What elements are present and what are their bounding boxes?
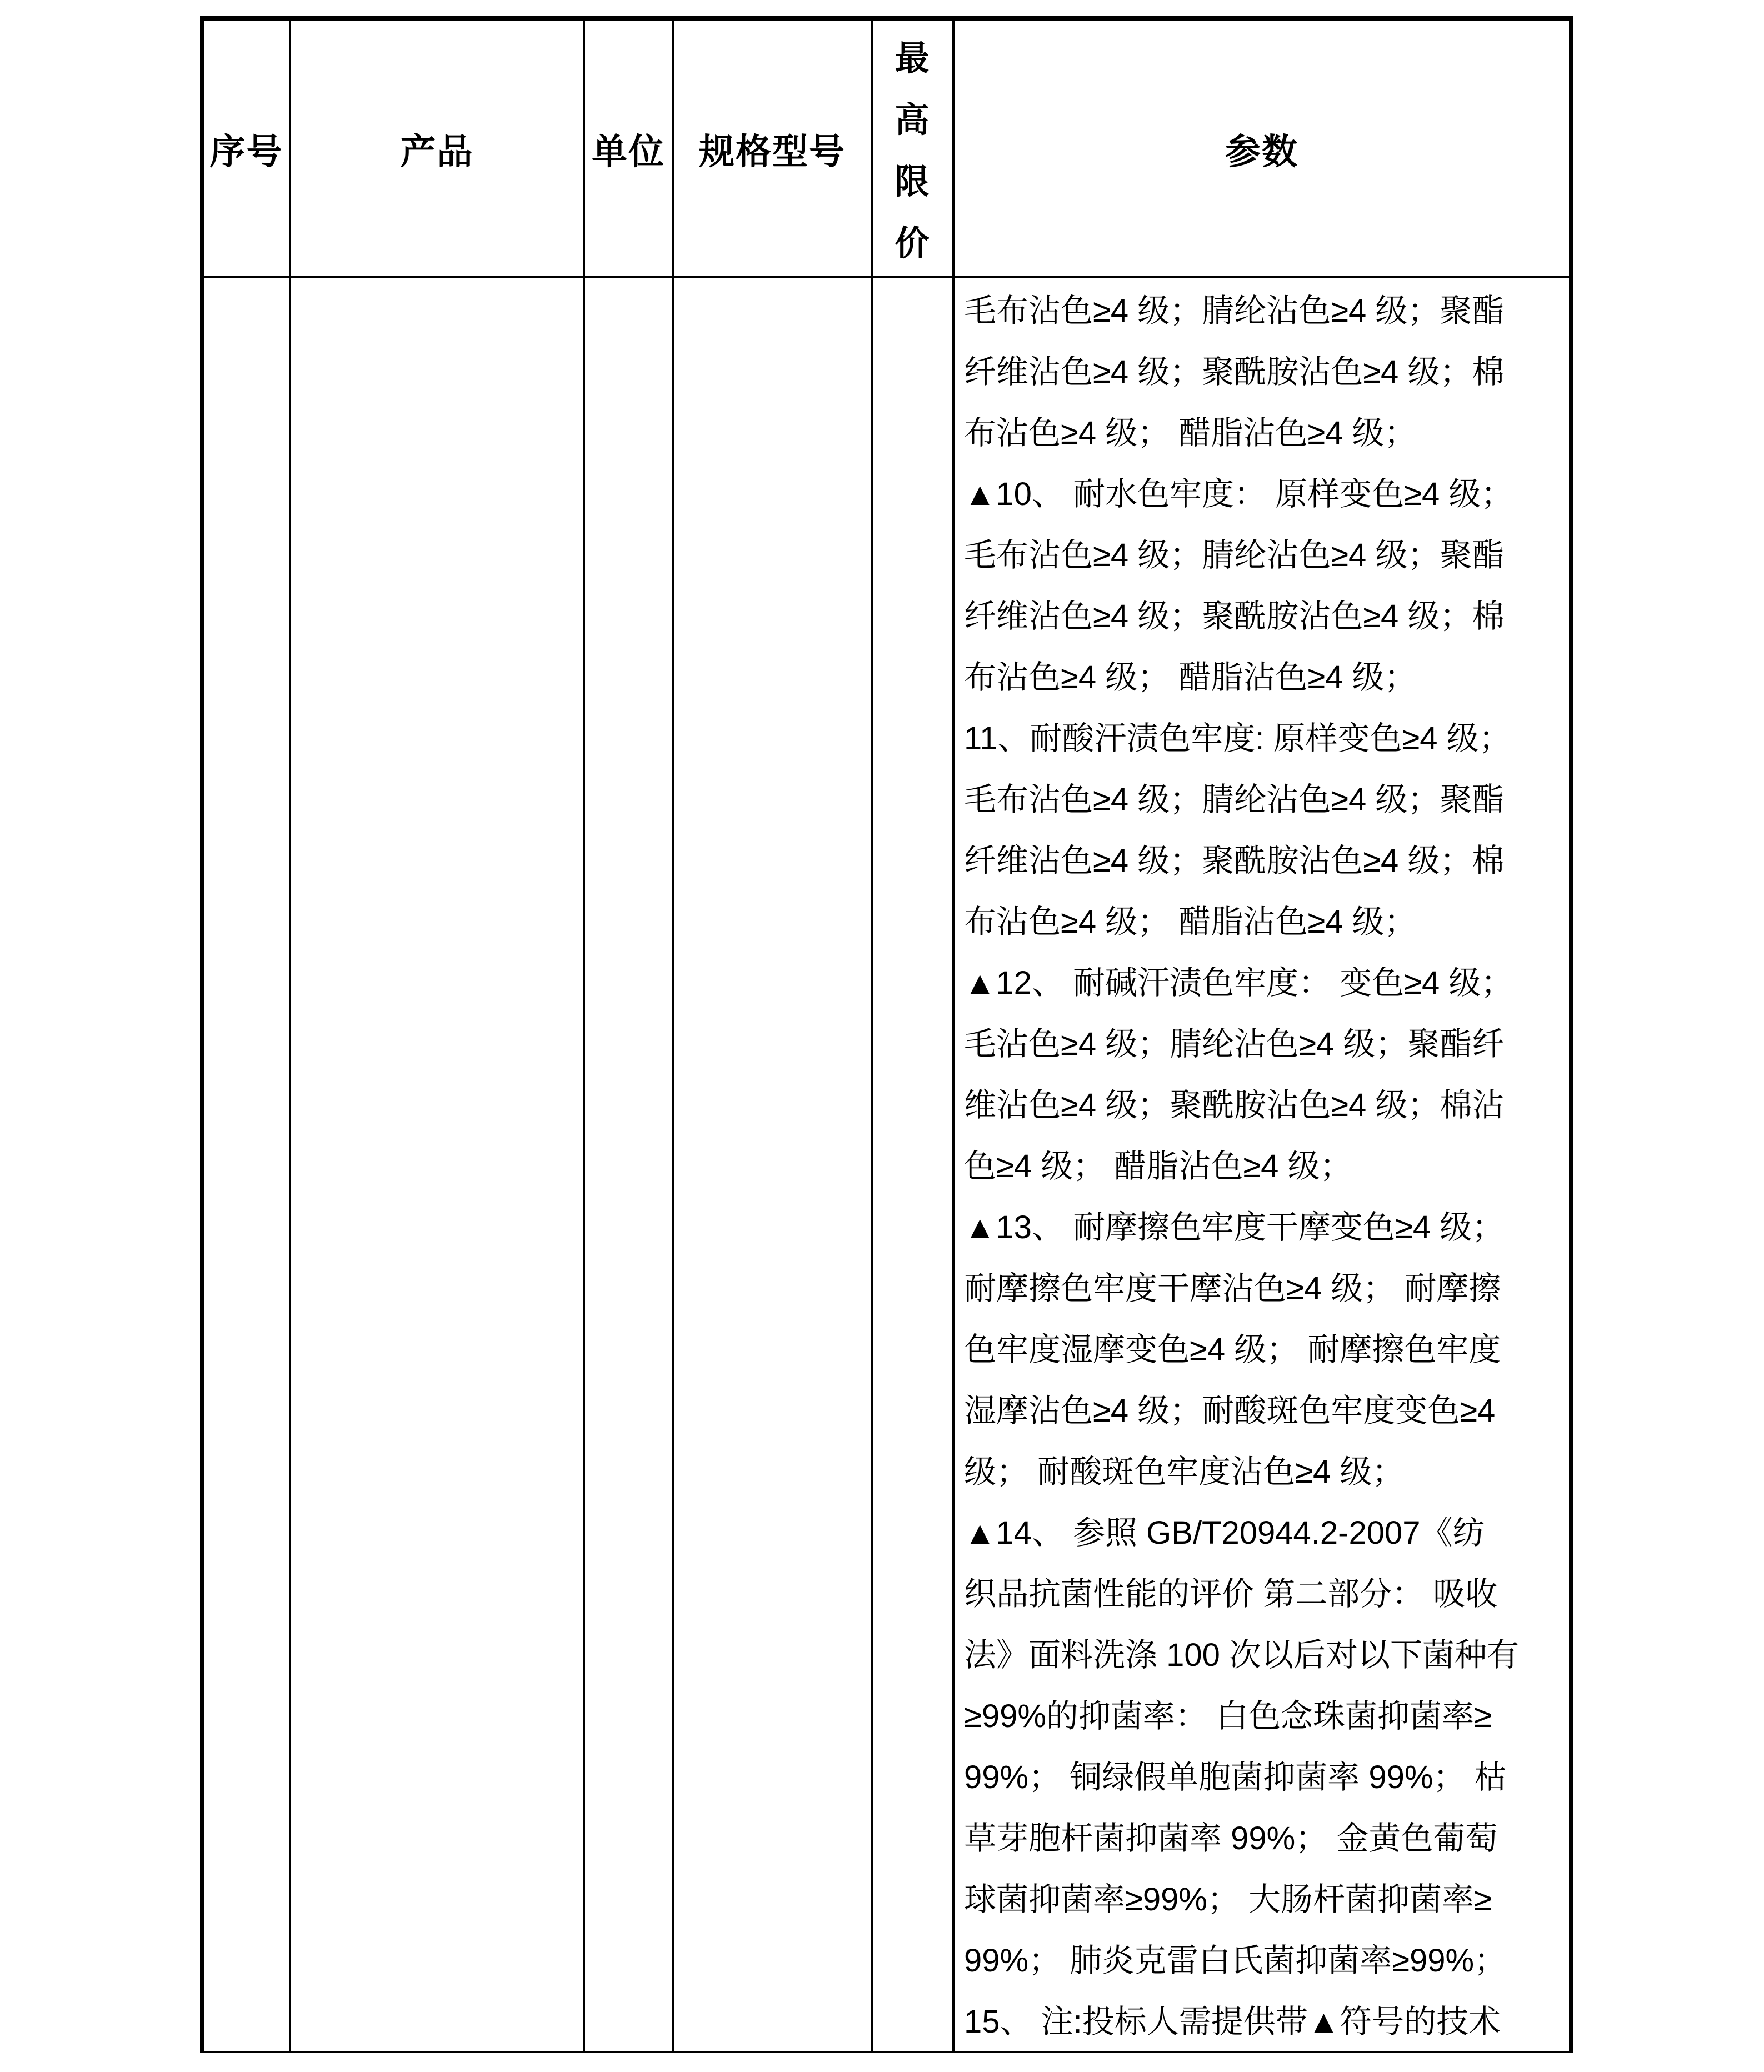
param-line: 纤维沾色≥4 级；聚酰胺沾色≥4 级；棉 xyxy=(964,598,1505,634)
body-cell-spec-model-empty xyxy=(674,278,873,2051)
param-line: 法》面料洗涤 100 次以后对以下菌种有 xyxy=(964,1637,1520,1673)
param-line: ▲10、 耐水色牢度： 原样变色≥4 级； xyxy=(964,476,1513,512)
param-line: 99%； 铜绿假单胞菌抑菌率 99%； 枯 xyxy=(964,1759,1507,1795)
body-cell-product-empty xyxy=(291,278,585,2051)
param-line: ▲13、 耐摩擦色牢度干摩变色≥4 级； xyxy=(964,1209,1505,1245)
header-label-unit: 单位 xyxy=(592,131,665,172)
param-line: 纤维沾色≥4 级；聚酰胺沾色≥4 级；棉 xyxy=(964,354,1505,390)
header-label-product: 产品 xyxy=(400,131,474,172)
header-label-parameters: 参数 xyxy=(1225,131,1298,172)
param-line: 毛布沾色≥4 级；腈纶沾色≥4 级；聚酯 xyxy=(964,537,1505,573)
header-cell-max-price xyxy=(873,21,955,278)
param-line: ≥99%的抑菌率： 白色念珠菌抑菌率≥ xyxy=(964,1698,1492,1734)
body-cell-serial-number-empty xyxy=(204,278,291,2051)
param-line: 色≥4 级； 醋脂沾色≥4 级； xyxy=(964,1148,1352,1184)
param-line: 草芽胞杆菌抑菌率 99%； 金黄色葡萄 xyxy=(964,1820,1498,1856)
body-cell-max-price-empty xyxy=(873,278,955,2051)
param-line: 毛沾色≥4 级；腈纶沾色≥4 级；聚酯纤 xyxy=(964,1026,1505,1062)
param-line: 布沾色≥4 级； 醋脂沾色≥4 级； xyxy=(964,415,1417,451)
header-cell-product xyxy=(291,21,585,278)
body-cell-unit-empty xyxy=(585,278,674,2051)
param-line: 球菌抑菌率≥99%； 大肠杆菌抑菌率≥ xyxy=(964,1881,1492,1918)
param-line: 毛布沾色≥4 级；腈纶沾色≥4 级；聚酯 xyxy=(964,782,1505,818)
header-cell-unit xyxy=(585,21,674,278)
header-label-max-price-vertical: 最高限价 xyxy=(895,39,931,263)
param-line: 维沾色≥4 级；聚酰胺沾色≥4 级；棉沾 xyxy=(964,1087,1505,1123)
param-line: 色牢度湿摩变色≥4 级； 耐摩擦色牢度 xyxy=(964,1332,1501,1368)
param-line: 布沾色≥4 级； 醋脂沾色≥4 级； xyxy=(964,659,1417,695)
param-line: ▲14、 参照 GB/T20944.2-2007《纺 xyxy=(964,1515,1485,1551)
header-cell-spec-model xyxy=(674,21,873,278)
param-line: 毛布沾色≥4 级；腈纶沾色≥4 级；聚酯 xyxy=(964,293,1505,329)
spec-table xyxy=(200,16,1573,2053)
body-cell-parameters-text xyxy=(955,278,1569,2051)
param-line: 15、 注:投标人需提供带▲符号的技术 xyxy=(964,2004,1501,2040)
header-label-serial-number: 序号 xyxy=(209,131,283,172)
param-line: 11、耐酸汗渍色牢度: 原样变色≥4 级； xyxy=(964,720,1511,757)
header-cell-serial-number xyxy=(204,21,291,278)
param-line: 级； 耐酸斑色牢度沾色≥4 级； xyxy=(964,1454,1405,1490)
param-line: 湿摩沾色≥4 级；耐酸斑色牢度变色≥4 xyxy=(964,1393,1496,1429)
header-cell-parameters xyxy=(955,21,1569,278)
header-label-spec-model: 规格型号 xyxy=(699,131,846,172)
param-line: 布沾色≥4 级； 醋脂沾色≥4 级； xyxy=(964,904,1417,940)
param-line: 99%； 肺炎克雷白氏菌抑菌率≥99%； xyxy=(964,1943,1507,1979)
param-line: 耐摩擦色牢度干摩沾色≥4 级； 耐摩擦 xyxy=(964,1270,1501,1307)
param-line: 织品抗菌性能的评价 第二部分： 吸收 xyxy=(964,1576,1498,1612)
param-line: 纤维沾色≥4 级；聚酰胺沾色≥4 级；棉 xyxy=(964,843,1505,879)
param-line: ▲12、 耐碱汗渍色牢度： 变色≥4 级； xyxy=(964,965,1513,1001)
